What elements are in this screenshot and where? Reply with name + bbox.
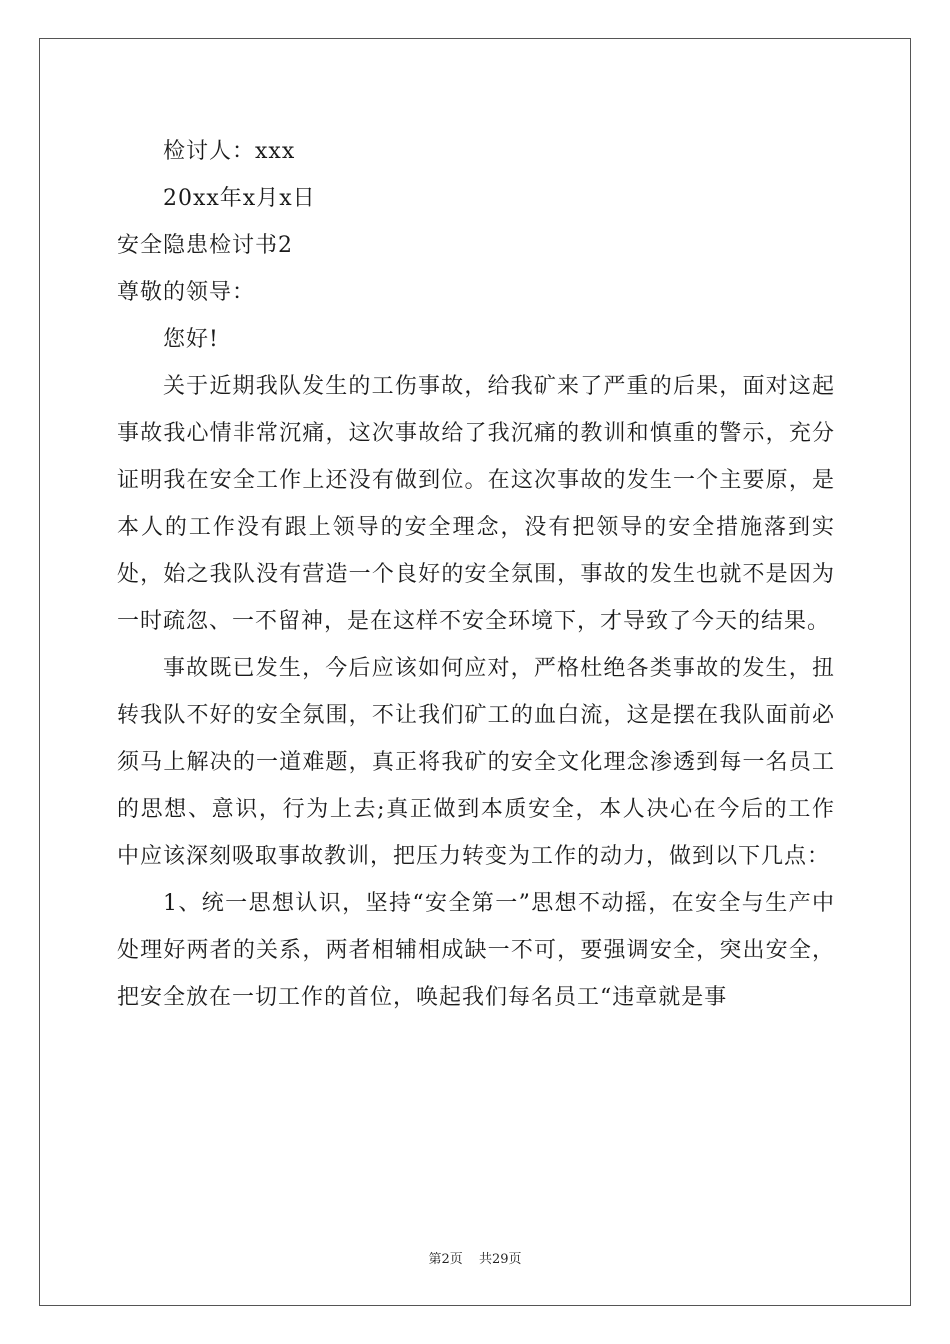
page-footer [0, 1248, 950, 1267]
reviewer-line: 检讨人：xxx [163, 139, 296, 164]
date-line: 20xx年x月x日 [163, 186, 316, 211]
paragraph-accident: 关于近期我队发生的工伤事故，给我矿来了严重的后果，面对这起事故我心情非常沉痛，这次事故给了我沉痛的教训和慎重的警示，充分证明我在安全工作上还没有做到位。在这次事故的发生一个主要原，是本人的工作没有跟上领导的安全理念，没有把领导的安全措施落到实处，始之我队没有营造一个良好的安全氛围，事故的发生也就不是因为一时疏忽、一不留神，是在这样不安全环境下，才导致了今天的结果。 [117, 374, 835, 634]
page-total: 共29页 [478, 1252, 522, 1267]
document-body [117, 128, 835, 1021]
greeting: 您好! [163, 327, 219, 352]
paragraph-point-1: 1、统一思想认识，坚持“安全第一”思想不动摇，在安全与生产中处理好两者的关系，两者相辅相成缺一不可，要强调安全，突出安全，把安全放在一切工作的首位，唤起我们每名员工“违章就是事 [117, 891, 835, 1010]
salutation: 尊敬的领导： [117, 280, 256, 305]
page-number: 第2页 [428, 1252, 463, 1267]
section-title: 安全隐患检讨书2 [117, 233, 293, 258]
paragraph-response: 事故既已发生，今后应该如何应对，严格杜绝各类事故的发生，扭转我队不好的安全氛围，不让我们矿工的血白流，这是摆在我队面前必须马上解决的一道难题，真正将我矿的安全文化理念渗透到每一名员工的思想、意识，行为上去;真正做到本质安全，本人决心在今后的工作中应该深刻吸取事故教训，把压力转变为工作的动力，做到以下几点： [117, 656, 835, 869]
